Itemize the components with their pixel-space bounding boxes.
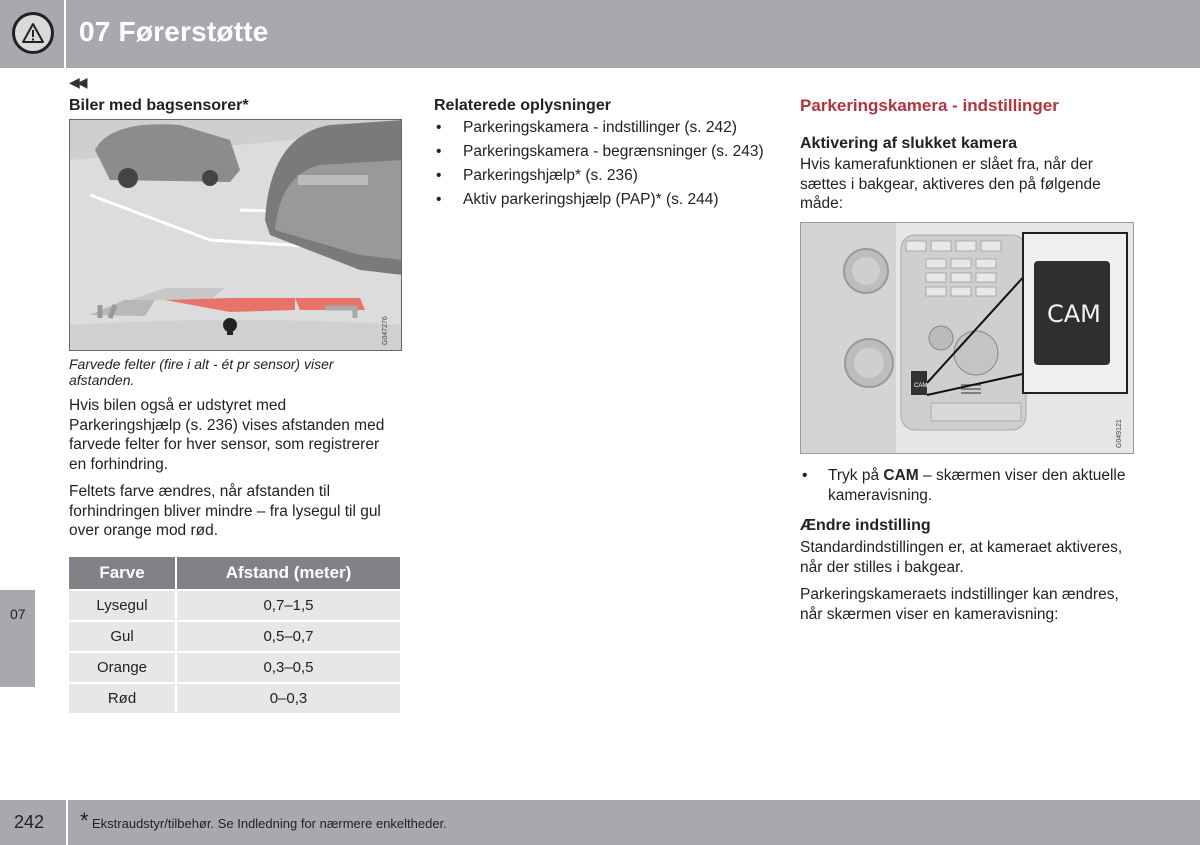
related-link-parking-assist[interactable]: • Parkeringshjælp* (s. 236) bbox=[436, 167, 638, 184]
image-caption: Farvede felter (fire i alt - ét pr sensor) viser afstanden. bbox=[69, 356, 334, 388]
table-row bbox=[69, 589, 400, 620]
bullet-icon: • bbox=[436, 119, 442, 136]
table-cell-distance: 0–0,3 bbox=[177, 682, 400, 713]
table-row bbox=[69, 620, 400, 651]
page-number-box bbox=[0, 800, 66, 845]
table-cell-color: Rød bbox=[69, 682, 177, 713]
paragraph-activate-camera: Hvis kamerafunktionen er slået fra, når der sættes i bakgear, aktiveres den på følgende måde: bbox=[800, 156, 1101, 212]
bullet-icon: • bbox=[436, 167, 442, 184]
image-code: G049121 bbox=[1116, 419, 1123, 448]
table-row bbox=[69, 651, 400, 682]
table-row bbox=[69, 682, 400, 713]
related-info-list bbox=[434, 118, 764, 214]
table-cell-distance: 0,7–1,5 bbox=[177, 589, 400, 620]
footnote-box bbox=[68, 800, 1200, 845]
related-info-heading: Relaterede oplysninger bbox=[434, 97, 611, 114]
table-header-distance: Afstand (meter) bbox=[177, 557, 400, 589]
image-code: G047276 bbox=[382, 316, 389, 345]
paragraph-color-change: Feltets farve ændres, når afstanden til forhindringen bliver mindre – fra lysegul til gul over orange mod rød. bbox=[69, 483, 381, 539]
chapter-side-tab[interactable] bbox=[0, 590, 35, 687]
table-header-row bbox=[69, 557, 400, 589]
table-cell-color: Gul bbox=[69, 620, 177, 651]
warning-triangle-icon bbox=[12, 12, 54, 54]
chapter-title: 07 Førerstøtte bbox=[79, 16, 269, 47]
page-header bbox=[0, 0, 1200, 68]
bullet-icon: • bbox=[436, 143, 442, 160]
paragraph-default-setting: Standardindstillingen er, at kameraet aktiveres, når der stilles i bakgear. bbox=[800, 539, 1123, 576]
related-link-camera-settings[interactable]: • Parkeringskamera - indstillinger (s. 242) bbox=[436, 119, 737, 136]
activate-camera-subheading: Aktivering af slukket kamera bbox=[800, 135, 1017, 152]
page-number: 242 bbox=[14, 812, 45, 832]
distance-table bbox=[69, 557, 400, 713]
related-link-camera-limitations[interactable]: • Parkeringskamera - begrænsninger (s. 243) bbox=[436, 143, 764, 160]
table-cell-distance: 0,3–0,5 bbox=[177, 651, 400, 682]
header-icon-box bbox=[0, 0, 66, 68]
rear-sensors-heading: Biler med bagsensorer* bbox=[69, 97, 249, 114]
bullet-icon: • bbox=[436, 191, 442, 208]
table-header-color: Farve bbox=[69, 557, 177, 589]
cam-instruction-bullet: • Tryk på CAM – skærmen viser den aktuelle kameravisning. bbox=[802, 467, 1126, 504]
paragraph-change-settings: Parkeringskameraets indstillinger kan ændres, når skærmen viser en kameravisning: bbox=[800, 586, 1119, 623]
change-setting-subheading: Ændre indstilling bbox=[800, 517, 931, 534]
bullet-icon: • bbox=[802, 467, 808, 484]
camera-settings-title: Parkeringskamera - indstillinger bbox=[800, 96, 1059, 115]
cam-button-label: CAM bbox=[1047, 300, 1101, 328]
small-cam-label: CAM bbox=[914, 383, 928, 389]
parking-sensor-illustration bbox=[69, 119, 402, 351]
cam-bold-label: CAM bbox=[883, 467, 919, 484]
table-cell-distance: 0,5–0,7 bbox=[177, 620, 400, 651]
table-cell-color: Orange bbox=[69, 651, 177, 682]
page-footer bbox=[0, 800, 1200, 845]
table-cell-color: Lysegul bbox=[69, 589, 177, 620]
footnote-text: Ekstraudstyr/tilbehør. Se Indledning for nærmere enkeltheder. bbox=[92, 816, 447, 831]
footnote-star: * bbox=[80, 808, 89, 833]
paragraph-parking-assist: Hvis bilen også er udstyret med Parkeringshjælp (s. 236) vises afstanden med farvede felter for hver sensor, som registrerer en forhindring. bbox=[69, 397, 385, 473]
center-console-illustration bbox=[800, 222, 1134, 454]
side-tab-label: 07 bbox=[10, 606, 26, 622]
back-arrows-icon[interactable]: ◀◀ bbox=[69, 74, 85, 90]
related-link-active-parking-assist[interactable]: • Aktiv parkeringshjælp (PAP)* (s. 244) bbox=[436, 191, 719, 208]
